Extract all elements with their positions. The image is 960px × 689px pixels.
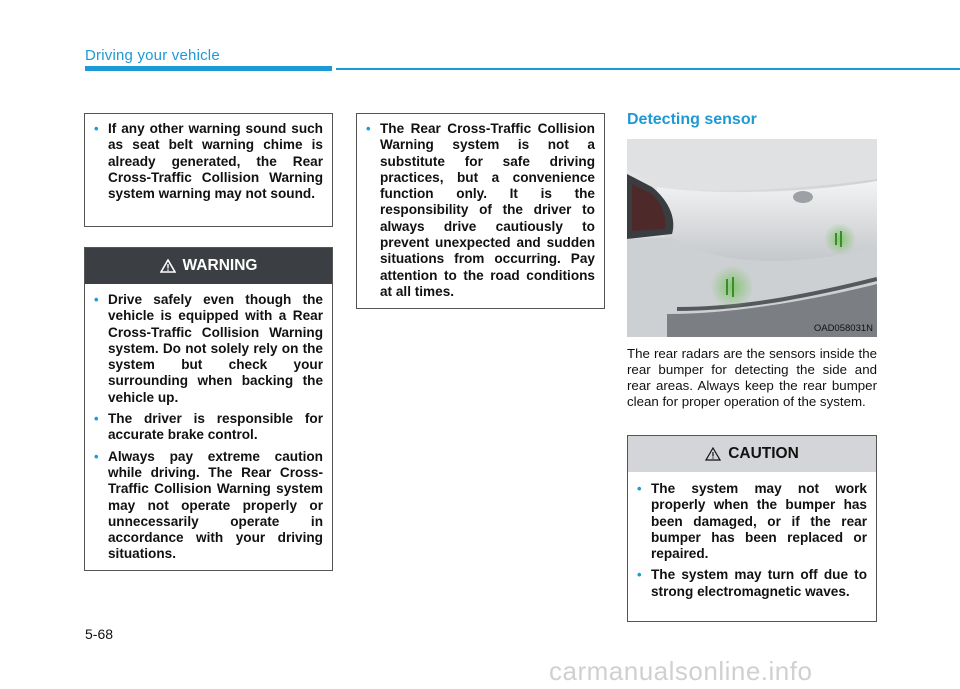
warning-item: • Always pay extreme caution while driving. The Rear Cross-Traffic Collision Warning system may not operate properly or unnecessarily operate in accordance with your driving situations. — [94, 448, 323, 562]
caution-item: • The system may turn off due to strong electromagnetic waves. — [637, 567, 867, 599]
watermark: carmanualsonline.info — [549, 656, 813, 686]
caution-triangle-icon — [705, 447, 721, 461]
caution-item: • The system may not work properly when the bumper has been damaged, or if the rear bumper has been replaced or repaired. — [637, 481, 867, 562]
page-number: 5-68 — [85, 626, 114, 642]
note-box-middle — [356, 113, 605, 309]
header-rule-thick — [85, 66, 332, 71]
detecting-sensor-description: The rear radars are the sensors inside the rear bumper for detecting the side and rear areas. Always keep the rear bumper clean for proper operation of the system. — [627, 346, 877, 409]
caution-label: CAUTION — [728, 445, 799, 462]
note-item: • If any other warning sound such as seat belt warning chime is already generated, the Rear Cross-Traffic Collision Warning system warning may not sound. — [94, 121, 323, 202]
warning-item: • Drive safely even though the vehicle is equipped with a Rear Cross-Traffic Collision Warning system. Do not solely rely on the system but check your surrounding when backing the vehicle up. — [94, 292, 323, 405]
caution-header — [628, 436, 876, 472]
caution-box — [627, 435, 877, 622]
bullet-icon: • — [94, 292, 99, 307]
header-rule-thin — [336, 68, 960, 70]
warning-item: • The driver is responsible for accurate brake control. — [94, 411, 323, 443]
warning-label: WARNING — [182, 257, 258, 274]
detecting-sensor-title: Detecting sensor — [627, 111, 757, 128]
figure-code: OAD058031N — [813, 323, 873, 334]
warning-triangle-icon — [160, 259, 176, 273]
rear-bumper-sensor-image — [627, 139, 877, 337]
bullet-icon: • — [366, 121, 371, 136]
warning-header — [85, 248, 332, 284]
warning-box — [84, 247, 333, 571]
note-item: • The Rear Cross-Traffic Collision Warning system is not a substitute for safe driving practices, but a convenience function only. It is the responsibility of the driver to always drive cautiously to prevent unexpected and sudden situations from occurring. Pay attention to the road conditions at all times. — [366, 121, 595, 299]
note-box-left — [84, 113, 333, 227]
bullet-icon: • — [637, 481, 642, 496]
bullet-icon: • — [94, 411, 99, 427]
bullet-icon: • — [94, 448, 99, 464]
section-header-title: Driving your vehicle — [85, 47, 220, 64]
bullet-icon: • — [637, 567, 642, 583]
bullet-icon: • — [94, 121, 99, 136]
